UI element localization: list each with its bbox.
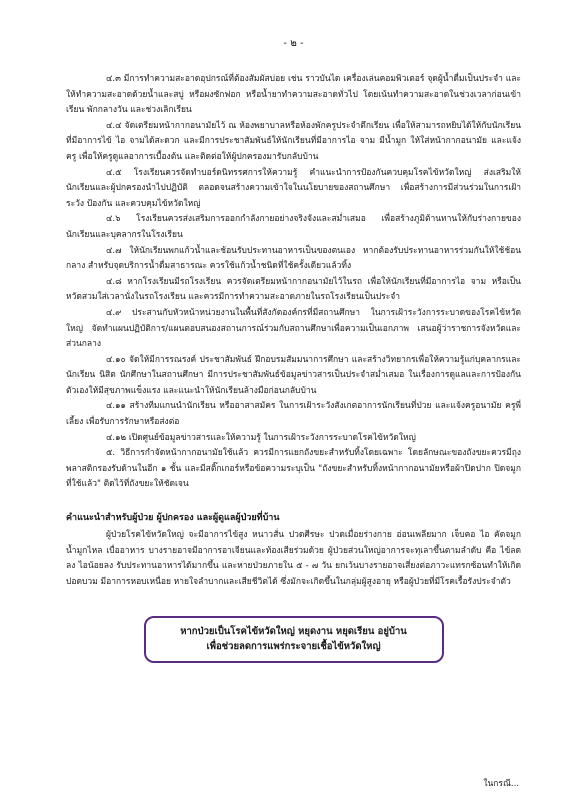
section-body: ผู้ป่วยโรคไข้หวัดใหญ่ จะมีอาการไข้สูง หนาวสั่น ปวดศีรษะ ปวดเมื่อยร่างกาย อ่อนเพลียมาก เจ็บคอ ไอ คัดจมูก น้ำมูกไหล เบื่ออาหาร บางรายอาจมีอาการอาเจียนและท้องเสียร่วมด้วย ผู้ป่วยส่วนใหญ่อาการจะทุเลาขึ้นตามลำดับ คือ ไข้ลดลง ไอน้อยลง รับประทานอาหารได้มากขึ้น และหายป่วยภายใน ๕ - ๗ วัน ยกเว้นบางรายอาจเสี่ยงต่อภาวะแทรกซ้อนทำให้เกิดปอดบวม มีอาการหอบเหนื่อย หายใจลำบากและเสียชีวิตได้ ซึ่งมักจะเกิดขึ้นในกลุ่มผู้สูงอายุ หรือผู้ป่วยที่มีโรคเรื้อรังประจำตัว [66,530,521,587]
paragraph-4-10: ๔.๑๐ จัดให้มีการรณรงค์ ประชาสัมพันธ์ ฝึกอบรมสัมมนาการศึกษา และสร้างวิทยากรเพื่อให้ความรู้แก่บุคลากรและนักเรียน นิสิต นักศึกษาในสถานศึกษา มีการประชาสัมพันธ์ข้อมูลข่าวสารเป็นประจำสม่ำเสมอ ในเรื่องการดูแลและการป้องกันตัวเองให้มีสุขภาพแข็งแรง และแนะนำให้นักเรียนล้างมือก่อนกลับบ้าน [66,354,521,396]
paragraph-4-3: ๔.๓ มีการทำความสะอาดอุปกรณ์ที่ต้องสัมผัสบ่อย เช่น ราวบันได เครื่องเล่นคอมพิวเตอร์ จุดผู้น้ำดื่มเป็นประจำ และให้ทำความสะอาดด้วยน้ำและสบู่ หรือผงซักฟอก หรือน้ำยาทำความสะอาดทั่วไป โดยเน้นทำความสะอาดในช่วงเวลาก่อนเข้าเรียน พักกลางวัน และช่วงเลิกเรียน [66,74,521,116]
section-heading: คำแนะนำสำหรับผู้ป่วย ผู้ปกครอง และผู้ดูแลผู้ป่วยที่บ้าน [66,513,280,524]
paragraph-4-8: ๔.๘ หากโรงเรียนมีรถโรงเรียน ควรจัดเตรียมหน้ากากอนามัยไว้ในรถ เพื่อให้นักเรียนที่มีอาการไอ จาม หรือเป็นหวัดสวมใส่เวลานั่งในรถโรงเรียน และควรมีการทำความสะอาดภายในรถโรงเรียนเป็นประจำ [66,276,521,303]
paragraph-4-9: ๔.๙ ประสานกับหัวหน้าหน่วยงานในพื้นที่สังกัดองค์กรที่มีสถานศึกษา ในการเฝ้าระวังการระบาดของโรคไข้หวัดใหญ่ จัดทำแผนปฏิบัติการ/แผนตอบสนองสถานการณ์ร่วมกับสถานศึกษาเพื่อความเป็นเอกภาพ เสนอผู้ว่าราชการจังหวัดและส่วนกลาง [66,307,521,350]
paragraph-4-7: ๔.๗ ให้นักเรียนพกแก้วน้ำและช้อนรับประทานอาหารเป็นของตนเอง หากต้องรับประทานอาหารร่วมกันให้ใช้ช้อนกลาง สำหรับจุดบริการน้ำดื่มสาธารณะ ควรใช้แก้วน้ำชนิดที่ใช้ครั้งเดียวแล้วทิ้ง [66,245,521,272]
paragraph-4-4: ๔.๔ จัดเตรียมหน้ากากอนามัยไว้ ณ ห้องพยาบาลหรือห้องพักครูประจำตึกเรียน เพื่อให้สามารถหยิบได้ให้กับนักเรียนที่มีอาการไข้ ไอ จามได้สะดวก และมีการประชาสัมพันธ์ให้นักเรียนที่มีอาการไอ จาม มีน้ำมูก ให้ใส่หน้ากากอนามัย และแจ้งครู เพื่อให้ครูดูแลอาการเบื้องต้น และติดต่อให้ผู้ปกครองมารับกลับบ้าน [66,120,521,162]
continuation-text: ในกรณี... [483,779,519,789]
paragraph-4-6: ๔.๖ โรงเรียนควรส่งเสริมการออกกำลังกายอย่างจริงจังและสม่ำเสมอ เพื่อสร้างภูมิต้านทานให้กับร่างกายของนักเรียนและบุคลากรในโรงเรียน [66,214,521,240]
callout-line-2: เพื่อช่วยลดการแพร่กระจายเชื้อไข้หวัดใหญ่ [206,641,381,653]
page-number: - ๒ - [283,38,304,49]
callout-line-1: หากป่วยเป็นโรคไข้หวัดใหญ่ หยุดงาน หยุดเรียน อยู่บ้าน [180,626,407,638]
paragraph-4-12: ๔.๑๒ เปิดศูนย์ข้อมูลข่าวสารและให้ความรู้ ในการเฝ้าระวังการระบาดโรคไข้หวัดใหญ่ [106,432,416,443]
paragraph-4-5: ๔.๕ โรงเรียนควรจัดทำบอร์ดนิทรรศการให้ความรู้ คำแนะนำการป้องกันควบคุมโรคไข้หวัดใหญ่ ส่งเสริมให้นักเรียนและผู้ปกครองนำไปปฏิบัติ ตลอดจนสร้างความเข้าใจในนโยบายของสถานศึกษา เพื่อสร้างการมีส่วนร่วมในการเฝ้าระวัง ป้องกัน และควบคุมไข้หวัดใหญ่ [66,167,521,209]
paragraph-5: ๕. วิธีการกำจัดหน้ากากอนามัยใช้แล้ว ควรมีการแยกถังขยะสำหรับทิ้งโดยเฉพาะ โดยลักษณะของถังขยะควรมีถุงพลาสติกรองรับด้านในอีก ๑ ชั้น และมีสติ๊กเกอร์หรือข้อความระบุเป็น "ถังขยะสำหรับทิ้งหน้ากากอนามัยหรือผ้าปิดปาก ปิดจมูก ที่ใช้แล้ว" ติดไว้ที่ถังขยะให้ชัดเจน [66,448,521,490]
paragraph-4-11: ๔.๑๑ สร้างทีมแกนนำนักเรียน หรืออาสาสมัคร ในการเฝ้าระวังสังเกตอาการนักเรียนที่ป่วย และแจ้งครูอนามัย ครูพี่เลี้ยง เพื่อรับการรักษาหรือส่งต่อ [66,401,521,428]
callout-box [144,616,444,663]
